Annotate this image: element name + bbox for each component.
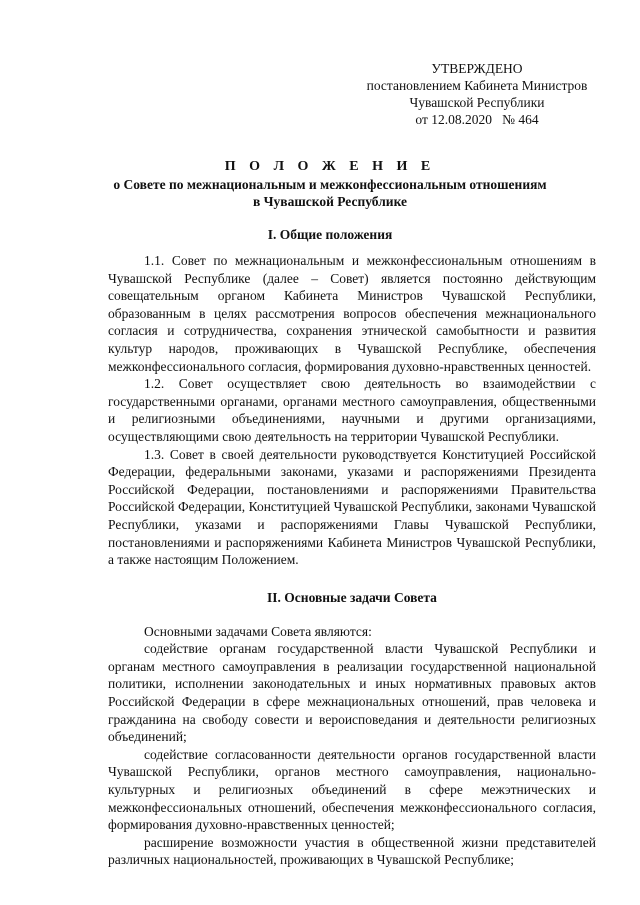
document-title	[60, 158, 600, 210]
paragraph-task-3: расширение возможности участия в общественной жизни представителей различных национальностей, проживающих в Чувашской Республике;	[108, 834, 596, 868]
document-body	[108, 252, 596, 869]
paragraph-tasks-intro: Основными задачами Совета являются:	[144, 623, 372, 639]
approval-date-number: от 12.08.2020 № 464	[415, 112, 539, 127]
paragraph-task-1: содействие органам государственной власти Чувашской Республики и органам местного самоуправления в реализации государственной национальной политики, исполнении законодательных и иных нормативных правовых актов Российской Федерации в сфере межнациональных отношений, прав человека и гражданина на свободу совести и вероисповедания и деятельности религиозных объединений;	[108, 641, 596, 745]
section-heading-tasks: II. Основные задачи Совета	[267, 589, 437, 605]
spacer	[108, 569, 596, 589]
approval-republic: Чувашской Республики	[409, 95, 545, 110]
approval-title: УТВЕРЖДЕНО	[431, 61, 523, 76]
paragraph-1-3: 1.3. Совет в своей деятельности руководствуется Конституцией Российской Федерации, федеральными законами, указами и распоряжениями Президента Российской Федерации, постановлениями и распоряжениями Правительства Российской Федерации, Конституцией Чувашской Республики, законами Чувашской Республики, указами и распоряжениями Главы Чувашской Республики, постановлениями и распоряжениями Кабинета Министров Чувашской Республики, а также настоящим Положением.	[108, 446, 596, 568]
document-title-region: в Чувашской Республике	[252, 194, 408, 209]
paragraph-1-1: 1.1. Совет по межнациональным и межконфессиональным отношениям в Чувашской Республике (далее – Совет) является постоянно действующим совещательным органом Кабинета Министров Чувашской Республики, образованным в целях рассмотрения вопросов обеспечения межнационального согласия и сотрудничества, сохранения этнической самобытности и развития культур народов, проживающих в Чувашской Республике, обеспечения межконфессионального согласия, формирования духовно-нравственных ценностей.	[108, 253, 596, 374]
document-title-subject: о Совете по межнациональным и межконфессиональным отношениям	[113, 177, 547, 192]
paragraph-task-2: содействие согласованности деятельности органов государственной власти Чувашской Республики, органов местного самоуправления, национально-культурных и религиозных объединений в сфере межэтнических и межконфессиональных отношений, обеспечения межконфессионального согласия, формирования духовно-нравственных ценностей;	[108, 746, 596, 833]
section-heading-general: I. Общие положения	[267, 227, 393, 242]
spacer	[108, 606, 596, 623]
paragraph-1-2: 1.2. Совет осуществляет свою деятельность во взаимодействии с государственными органами, органами местного самоуправления, общественными и религиозными объединениями, научными и другими организациями, осуществляющими свою деятельность на территории Чувашской Республики.	[108, 376, 596, 444]
approval-issuer: постановлением Кабинета Министров	[366, 78, 588, 93]
approval-stamp	[352, 60, 602, 128]
document-title-main: П О Л О Ж Е Н И Е	[224, 159, 436, 174]
